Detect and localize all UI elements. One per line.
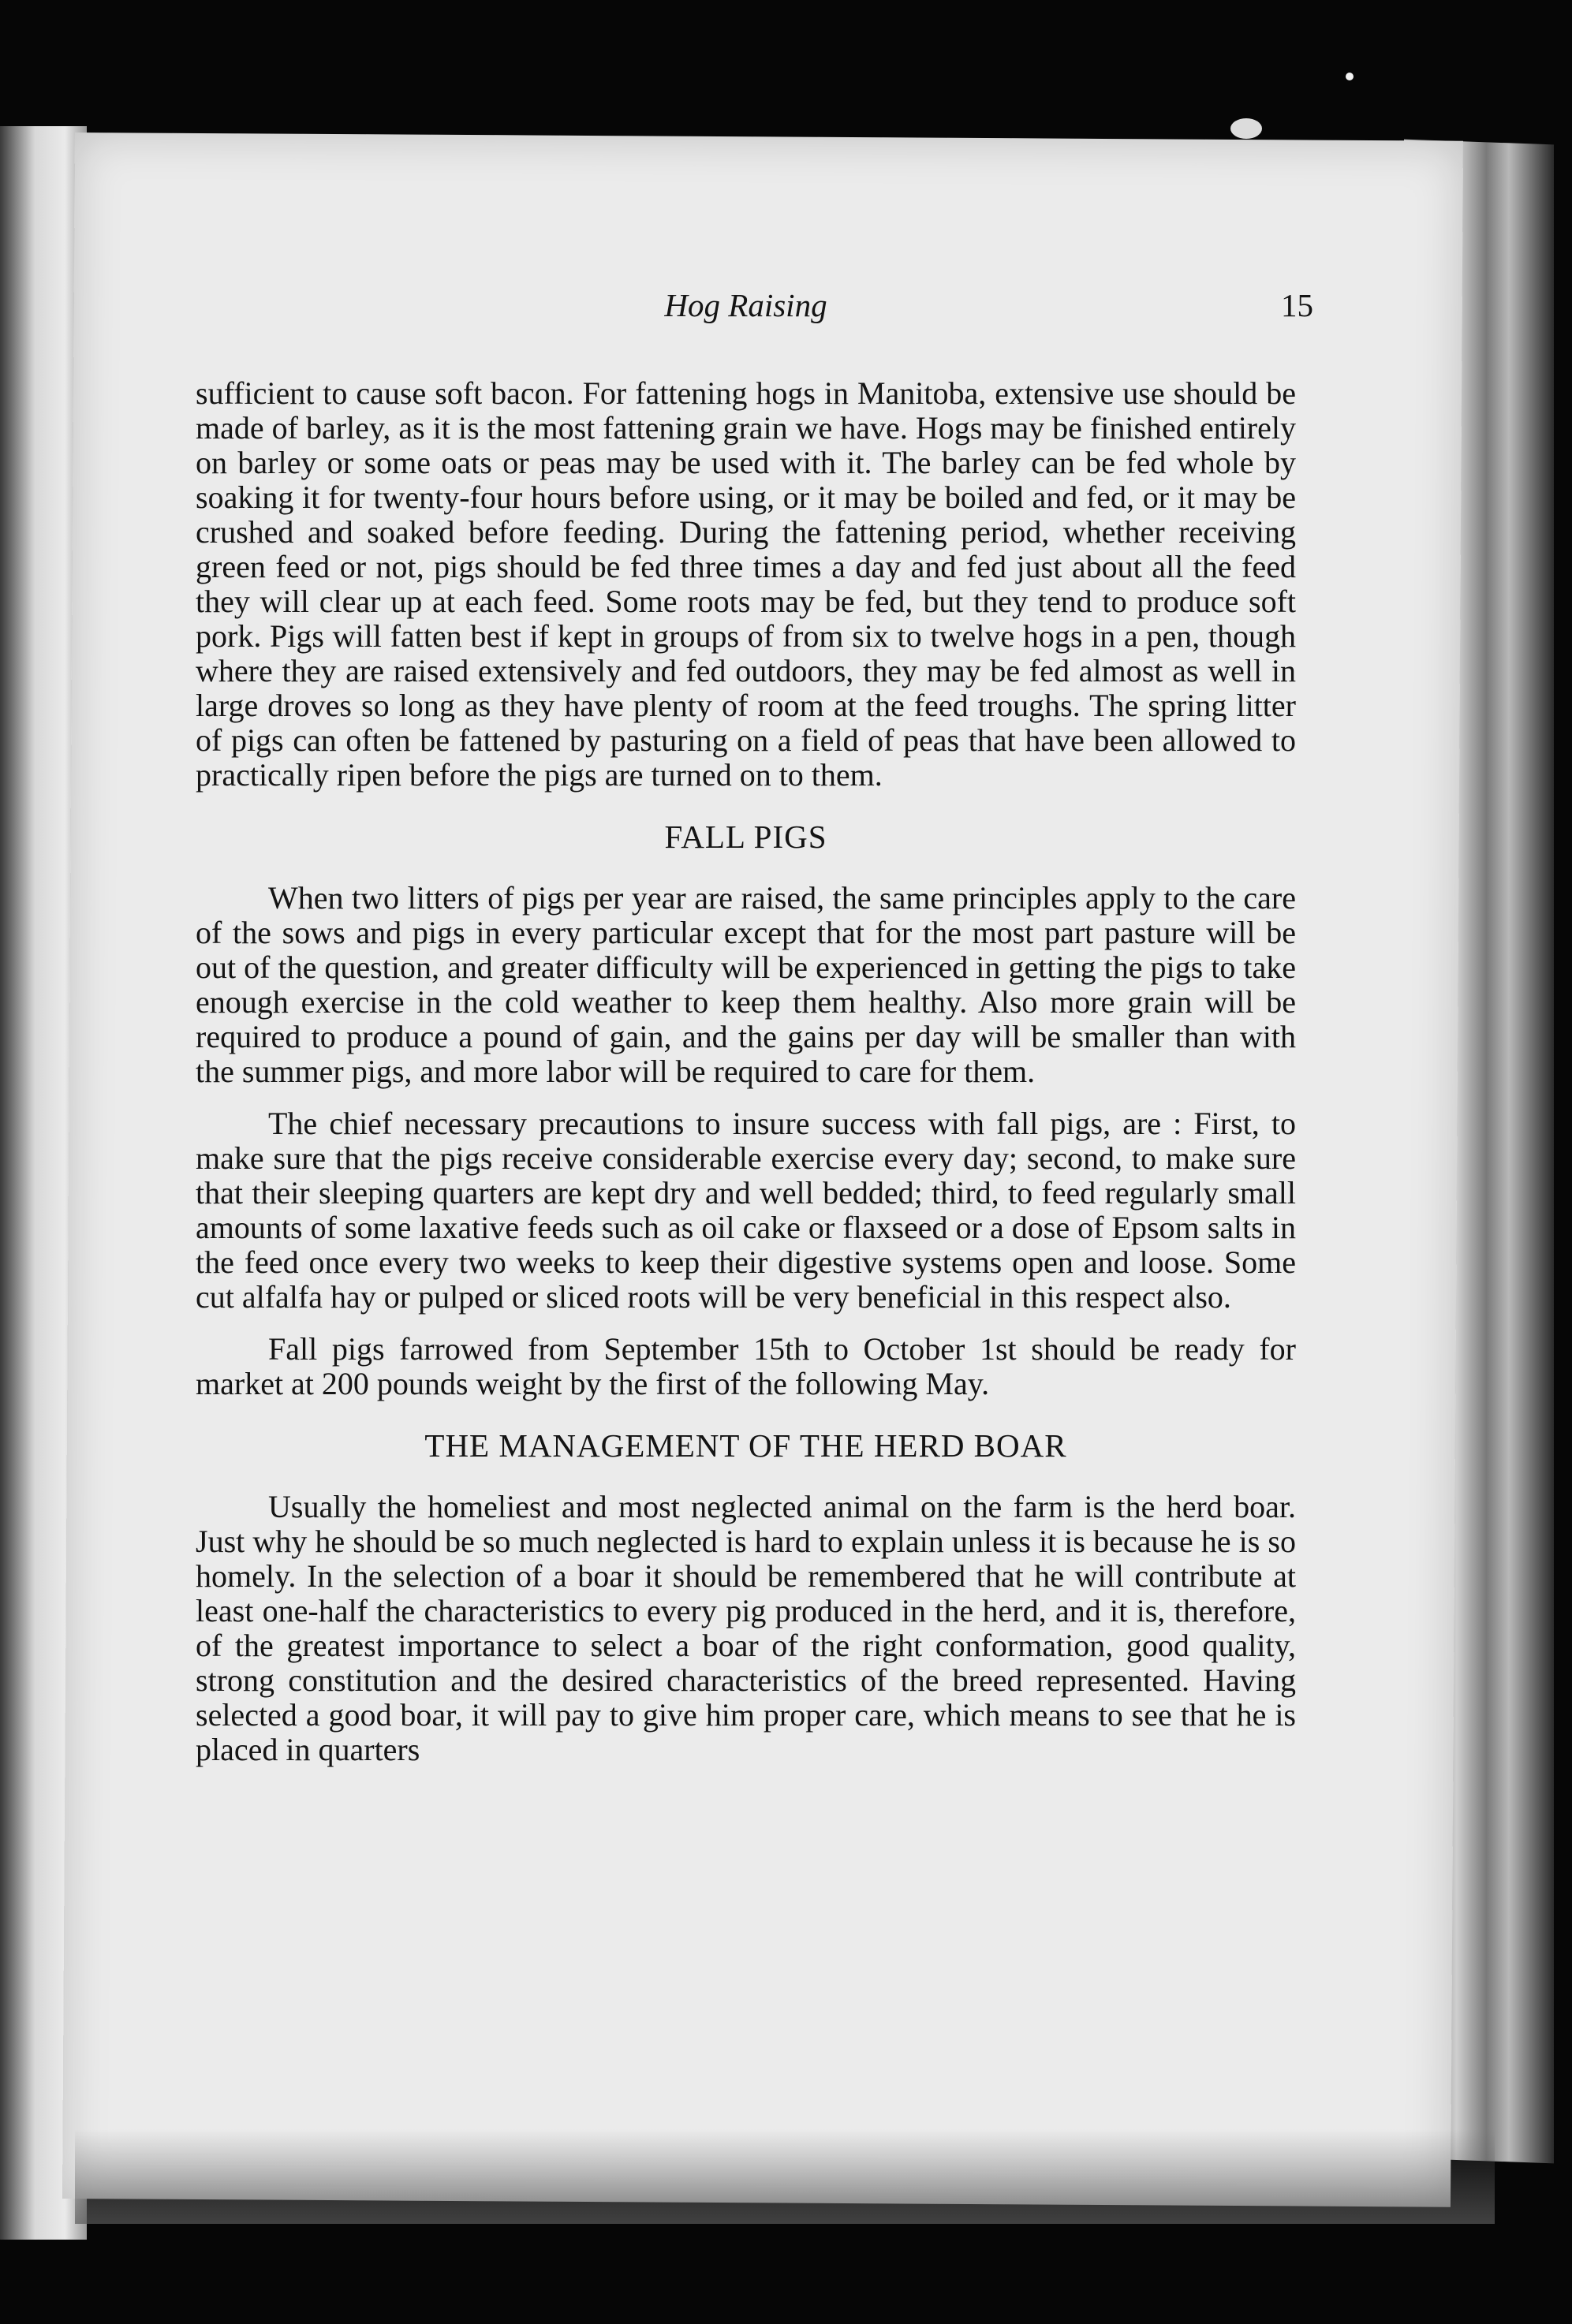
heading-herd-boar: THE MANAGEMENT OF THE HERD BOAR <box>424 1427 1067 1464</box>
page-number: 15 <box>1281 287 1313 323</box>
paragraph-farrowed: Fall pigs farrowed from September 15th to October 1st should be ready for market at 200 pounds weight by the first of the following May. <box>196 1331 1296 1401</box>
dust-speck <box>1230 118 1262 139</box>
paragraph-herd-boar: Usually the homeliest and most neglected animal on the farm is the herd boar. Just why he should be so much neglected is hard to explain unless it is because he is so homely. In the selection of a boar it should be remembered that he will contribute at least one-half the characteristics to every pig produced in the herd, and it is, therefore, of the greatest importance to select a boar of the right conformation, good quality, strong constitution and the desired characteristics of the breed represented. Having selected a good boar, it will pay to give him proper care, which means to see that he is placed in quarters <box>196 1489 1296 1767</box>
paragraph-two-litters: When two litters of pigs per year are raised, the same principles apply to the care of the sows and pigs in every particular except that for the most part pasture will be out of the question, and greater difficulty will be experienced in getting the pigs to take enough exercise in the cold weather to keep them healthy. Also more grain will be required to produce a pound of gain, and the gains per day will be smaller than with the summer pigs, and more labor will be required to care for them. <box>196 880 1296 1089</box>
paragraph-fattening: sufficient to cause soft bacon. For fattening hogs in Manitoba, extensive use should be made of barley, as it is the most fattening grain we have. Hogs may be finished entirely on barley or some oats or peas may be used with it. The barley can be fed whole by soaking it for twenty-four hours before using, or it may be boiled and fed, or it may be crushed and soaked before feeding. During the fattening period, whether receiving green feed or not, pigs should be fed three times a day and fed just about all the feed they will clear up at each feed. Some roots may be fed, but they tend to produce soft pork. Pigs will fatten best if kept in groups of from six to twelve hogs in a pen, though where they are raised extensively and fed outdoors, they may be fed almost as well in large droves so long as they have plenty of room at the feed troughs. The spring litter of pigs can often be fattened by pasturing on a field of peas that have been allowed to practically ripen before the pigs are turned on to them. <box>196 375 1296 793</box>
page-text <box>196 287 1313 1785</box>
dust-speck <box>1346 73 1354 80</box>
paragraph-precautions: The chief necessary precautions to insure success with fall pigs, are : First, to make sure that the pigs receive considerable exercise every day; second, to make sure that their sleeping quarters are kept dry and well bedded; third, to feed regularly small amounts of some laxative feeds such as oil cake or flaxseed or a dose of Epsom salts in the feed once every two weeks to keep their digestive systems open and loose. Some cut alfalfa hay or pulped or sliced roots will be very beneficial in this respect also. <box>196 1106 1296 1315</box>
running-head <box>196 287 1313 343</box>
heading-fall-pigs: FALL PIGS <box>664 819 827 855</box>
page-bottom-shadow <box>75 2129 1495 2224</box>
running-title: Hog Raising <box>664 287 827 323</box>
